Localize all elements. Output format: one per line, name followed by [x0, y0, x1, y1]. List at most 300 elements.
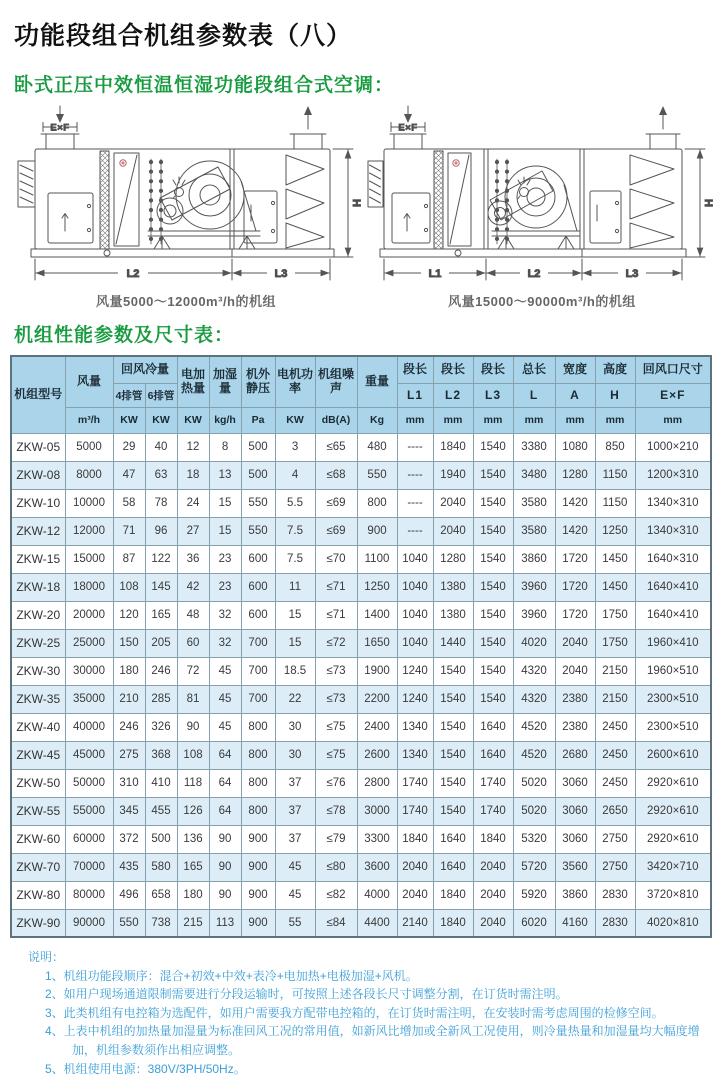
value-cell: 2040	[473, 909, 513, 937]
value-cell: 72	[177, 657, 209, 685]
col-seg-l2: 段长	[433, 356, 473, 383]
value-cell: 58	[113, 489, 145, 517]
value-cell: 4520	[513, 713, 555, 741]
value-cell: 700	[241, 657, 275, 685]
l1-label: L1	[428, 268, 442, 280]
value-cell: 81	[177, 685, 209, 713]
col-height: 高度	[595, 356, 635, 383]
value-cell: 1240	[397, 685, 433, 713]
value-cell: 600	[241, 573, 275, 601]
value-cell: ≤78	[315, 797, 357, 825]
value-cell: 1040	[397, 629, 433, 657]
value-cell: 1720	[555, 573, 595, 601]
value-cell: 1040	[397, 573, 433, 601]
value-cell: 90000	[65, 909, 113, 937]
value-cell: ≤75	[315, 741, 357, 769]
unit-cell: mm	[635, 407, 711, 433]
value-cell: 1640	[433, 825, 473, 853]
unit-cell: Pa	[241, 407, 275, 433]
value-cell: 1100	[357, 545, 397, 573]
medium-filter-icon	[114, 153, 139, 246]
col-return-opening: 回风口尺寸	[635, 356, 711, 383]
value-cell: 1640×410	[635, 573, 711, 601]
value-cell: 55	[275, 909, 315, 937]
value-cell: 2920×610	[635, 825, 711, 853]
value-cell: 27	[177, 517, 209, 545]
value-cell: 3420×710	[635, 853, 711, 881]
value-cell: 1840	[397, 825, 433, 853]
value-cell: 1040	[397, 545, 433, 573]
value-cell: 1250	[357, 573, 397, 601]
value-cell: ≤80	[315, 853, 357, 881]
value-cell: 368	[145, 741, 177, 769]
value-cell: 1540	[473, 433, 513, 461]
value-cell: 1720	[555, 545, 595, 573]
value-cell: 2920×610	[635, 769, 711, 797]
value-cell: 2300×510	[635, 685, 711, 713]
value-cell: 2680	[555, 741, 595, 769]
value-cell: 37	[275, 797, 315, 825]
value-cell: 1840	[433, 433, 473, 461]
notes-list	[28, 967, 710, 1079]
table-row	[11, 881, 711, 909]
value-cell: 700	[241, 629, 275, 657]
model-cell: ZKW-35	[11, 685, 65, 713]
col-noise: 机组噪声	[315, 356, 357, 407]
value-cell: 2650	[595, 797, 635, 825]
model-cell: ZKW-05	[11, 433, 65, 461]
sub-l: L	[513, 383, 555, 407]
value-cell: 145	[145, 573, 177, 601]
value-cell: 63	[145, 461, 177, 489]
value-cell: 658	[145, 881, 177, 909]
value-cell: 1040	[397, 601, 433, 629]
value-cell: 2830	[595, 909, 635, 937]
model-cell: ZKW-55	[11, 797, 65, 825]
value-cell: 455	[145, 797, 177, 825]
sub-a: A	[555, 383, 595, 407]
value-cell: 108	[113, 573, 145, 601]
col-humidify: 加湿量	[209, 356, 241, 407]
model-cell: ZKW-08	[11, 461, 65, 489]
value-cell: 550	[241, 489, 275, 517]
l3-label: L3	[274, 268, 288, 280]
col-width: 宽度	[555, 356, 595, 383]
h-label: H	[350, 199, 362, 207]
inlet-duct	[41, 134, 79, 149]
value-cell: 6020	[513, 909, 555, 937]
value-cell: 15000	[65, 545, 113, 573]
value-cell: 1540	[473, 573, 513, 601]
value-cell: 180	[177, 881, 209, 909]
value-cell: 275	[113, 741, 145, 769]
value-cell: 1540	[433, 741, 473, 769]
value-cell: 70000	[65, 853, 113, 881]
value-cell: 3960	[513, 573, 555, 601]
value-cell: 3	[275, 433, 315, 461]
value-cell: 246	[113, 713, 145, 741]
value-cell: 800	[241, 713, 275, 741]
value-cell: 1380	[433, 601, 473, 629]
value-cell: 1450	[595, 545, 635, 573]
value-cell: 2920×610	[635, 797, 711, 825]
value-cell: 1740	[397, 797, 433, 825]
value-cell: 246	[145, 657, 177, 685]
table-row	[11, 489, 711, 517]
model-cell: ZKW-15	[11, 545, 65, 573]
value-cell: 2040	[555, 629, 595, 657]
value-cell: 18000	[65, 573, 113, 601]
value-cell: ≤65	[315, 433, 357, 461]
value-cell: 1540	[433, 685, 473, 713]
value-cell: 700	[241, 685, 275, 713]
units-row	[11, 407, 711, 433]
value-cell: 326	[145, 713, 177, 741]
value-cell: 15	[275, 601, 315, 629]
value-cell: 122	[145, 545, 177, 573]
value-cell: 2040	[555, 657, 595, 685]
value-cell: 32	[209, 601, 241, 629]
unit-cell: mm	[473, 407, 513, 433]
value-cell: 165	[177, 853, 209, 881]
value-cell: 600	[241, 601, 275, 629]
value-cell: 118	[177, 769, 209, 797]
sub-l2: L2	[433, 383, 473, 407]
value-cell: 12	[177, 433, 209, 461]
value-cell: 11	[275, 573, 315, 601]
value-cell: 2040	[473, 853, 513, 881]
value-cell: 2450	[595, 769, 635, 797]
value-cell: 2800	[357, 769, 397, 797]
outlet-access-door	[590, 191, 621, 243]
value-cell: 30	[275, 741, 315, 769]
page-title: 功能段组合机组参数表（八）	[14, 22, 353, 50]
value-cell: ≤82	[315, 881, 357, 909]
value-cell: 205	[145, 629, 177, 657]
value-cell: ≤69	[315, 489, 357, 517]
value-cell: 24	[177, 489, 209, 517]
value-cell: 1940	[433, 461, 473, 489]
model-cell: ZKW-30	[11, 657, 65, 685]
value-cell: 580	[145, 853, 177, 881]
value-cell: 45	[275, 853, 315, 881]
value-cell: 1640×310	[635, 545, 711, 573]
value-cell: 1340×310	[635, 489, 711, 517]
value-cell: ----	[397, 517, 433, 545]
value-cell: 1840	[473, 825, 513, 853]
value-cell: 50000	[65, 769, 113, 797]
col-seg-l3: 段长	[473, 356, 513, 383]
unit-cell: KW	[275, 407, 315, 433]
sub-h: H	[595, 383, 635, 407]
value-cell: ≤73	[315, 685, 357, 713]
height-dimension	[685, 149, 714, 257]
value-cell: 800	[357, 489, 397, 517]
note-item: 1、机组功能段顺序：混合+初效+中效+表冷+电加热+电极加湿+风机。	[45, 968, 418, 983]
diagrams-row	[10, 103, 714, 310]
value-cell: 1150	[595, 461, 635, 489]
table-row	[11, 517, 711, 545]
model-cell: ZKW-40	[11, 713, 65, 741]
table-row	[11, 797, 711, 825]
outlet-duct	[646, 106, 680, 149]
base-frame	[380, 249, 686, 257]
value-cell: 90	[209, 881, 241, 909]
table-row	[11, 601, 711, 629]
value-cell: 2200	[357, 685, 397, 713]
value-cell: 1750	[595, 629, 635, 657]
value-cell: 1840	[433, 881, 473, 909]
value-cell: 500	[145, 825, 177, 853]
value-cell: 3480	[513, 461, 555, 489]
value-cell: 80000	[65, 881, 113, 909]
h-label: H	[702, 199, 714, 207]
value-cell: 78	[145, 489, 177, 517]
value-cell: 45000	[65, 741, 113, 769]
value-cell: 1280	[433, 545, 473, 573]
value-cell: ----	[397, 489, 433, 517]
value-cell: 64	[209, 797, 241, 825]
value-cell: ≤76	[315, 769, 357, 797]
value-cell: 1380	[433, 573, 473, 601]
value-cell: ≤84	[315, 909, 357, 937]
l2-label: L2	[126, 268, 140, 280]
value-cell: 4020×810	[635, 909, 711, 937]
filter-section-icon	[434, 151, 443, 249]
value-cell: 1420	[555, 489, 595, 517]
value-cell: 45	[275, 881, 315, 909]
diagram-caption-large: 风量15000～90000m³/h的机组	[448, 294, 636, 309]
table-row	[11, 853, 711, 881]
fan-icon	[148, 161, 260, 249]
note-item: 4、上表中机组的加热量加湿量为标准回风工况的常用值，如新风比增加或全新风工况使用，则冷量热量和加湿量均大幅度增加，机组参数须作出相应调整。	[45, 1024, 700, 1057]
table-row	[11, 769, 711, 797]
value-cell: 4400	[357, 909, 397, 937]
value-cell: 113	[209, 909, 241, 937]
value-cell: ≤69	[315, 517, 357, 545]
value-cell: 3720×810	[635, 881, 711, 909]
value-cell: 20000	[65, 601, 113, 629]
value-cell: 5000	[65, 433, 113, 461]
value-cell: 4000	[357, 881, 397, 909]
sub-4rows: 4排管	[113, 383, 145, 407]
value-cell: ≤71	[315, 573, 357, 601]
value-cell: 45	[209, 713, 241, 741]
value-cell: 45	[209, 657, 241, 685]
value-cell: 3060	[555, 797, 595, 825]
value-cell: 345	[113, 797, 145, 825]
inlet-airflow-arrow-icon	[56, 106, 64, 123]
value-cell: 4160	[555, 909, 595, 937]
value-cell: 40	[145, 433, 177, 461]
col-cooling: 回风冷量	[113, 356, 177, 383]
value-cell: 500	[241, 461, 275, 489]
value-cell: 850	[595, 433, 635, 461]
value-cell: 2040	[397, 853, 433, 881]
value-cell: 2600×610	[635, 741, 711, 769]
value-cell: 3000	[357, 797, 397, 825]
value-cell: 1540	[433, 797, 473, 825]
value-cell: 1640×410	[635, 601, 711, 629]
value-cell: 1200×310	[635, 461, 711, 489]
col-heating: 电加热量	[177, 356, 209, 407]
value-cell: 500	[241, 433, 275, 461]
value-cell: 215	[177, 909, 209, 937]
value-cell: 10000	[65, 489, 113, 517]
model-cell: ZKW-10	[11, 489, 65, 517]
value-cell: 36	[177, 545, 209, 573]
outlet-louver-icon	[630, 155, 674, 248]
note-item: 2、如用户现场通道限制需要进行分段运输时，可按照上述各段长尺寸调整分割，在订货时需注明。	[45, 987, 568, 1002]
value-cell: 550	[113, 909, 145, 937]
filter-section-icon	[100, 151, 109, 249]
fresh-air-louver-icon	[18, 161, 35, 207]
value-cell: ----	[397, 461, 433, 489]
unit-cell: kg/h	[209, 407, 241, 433]
section2-heading: 机组性能参数及尺寸表：	[14, 325, 235, 346]
value-cell: 1540	[473, 685, 513, 713]
value-cell: 29	[113, 433, 145, 461]
value-cell: 2380	[555, 713, 595, 741]
value-cell: 108	[177, 741, 209, 769]
cabinet-body	[384, 149, 682, 249]
value-cell: 1540	[433, 713, 473, 741]
unit-cell: mm	[595, 407, 635, 433]
table-row	[11, 909, 711, 937]
l2-label: L2	[527, 268, 541, 280]
value-cell: 2380	[555, 685, 595, 713]
unit-cell: KW	[177, 407, 209, 433]
value-cell: 22	[275, 685, 315, 713]
sub-6rows: 6排管	[145, 383, 177, 407]
table-row	[11, 629, 711, 657]
value-cell: 60000	[65, 825, 113, 853]
access-door	[392, 193, 430, 243]
inlet-airflow-arrow-icon	[404, 106, 412, 123]
value-cell: 12000	[65, 517, 113, 545]
value-cell: 5020	[513, 769, 555, 797]
value-cell: 3580	[513, 517, 555, 545]
value-cell: 3860	[513, 545, 555, 573]
value-cell: ≤70	[315, 545, 357, 573]
value-cell: 738	[145, 909, 177, 937]
access-door	[48, 193, 93, 243]
value-cell: 2040	[433, 517, 473, 545]
value-cell: 87	[113, 545, 145, 573]
value-cell: 8	[209, 433, 241, 461]
notes-section	[28, 948, 710, 1078]
outlet-access-door	[244, 191, 277, 243]
table-row	[11, 741, 711, 769]
value-cell: 3560	[555, 853, 595, 881]
fan-icon	[488, 166, 580, 249]
model-cell: ZKW-60	[11, 825, 65, 853]
value-cell: 1240	[397, 657, 433, 685]
value-cell: ≤75	[315, 713, 357, 741]
table-body	[11, 433, 711, 937]
value-cell: 2150	[595, 685, 635, 713]
value-cell: 1750	[595, 601, 635, 629]
value-cell: 64	[209, 741, 241, 769]
value-cell: ≤72	[315, 629, 357, 657]
sub-l3: L3	[473, 383, 513, 407]
value-cell: 120	[113, 601, 145, 629]
base-frame	[31, 249, 334, 257]
diagram-caption-small: 风量5000～12000m³/h的机组	[95, 294, 276, 309]
value-cell: 96	[145, 517, 177, 545]
model-cell: ZKW-25	[11, 629, 65, 657]
exf-label: E×F	[398, 122, 418, 134]
value-cell: 480	[357, 433, 397, 461]
diagram-large-unit	[366, 103, 718, 310]
value-cell: 2750	[595, 825, 635, 853]
value-cell: 71	[113, 517, 145, 545]
sub-l1: L1	[397, 383, 433, 407]
value-cell: 165	[145, 601, 177, 629]
unit-cell: m³/h	[65, 407, 113, 433]
value-cell: ≤79	[315, 825, 357, 853]
value-cell: 1720	[555, 601, 595, 629]
value-cell: 3380	[513, 433, 555, 461]
value-cell: 1740	[397, 769, 433, 797]
value-cell: 1540	[433, 657, 473, 685]
value-cell: 1540	[473, 517, 513, 545]
value-cell: 40000	[65, 713, 113, 741]
exf-dimension-label	[43, 123, 77, 134]
table-header	[11, 356, 711, 433]
value-cell: 3960	[513, 601, 555, 629]
value-cell: 3600	[357, 853, 397, 881]
length-dimensions	[35, 259, 330, 280]
value-cell: 410	[145, 769, 177, 797]
value-cell: 18	[177, 461, 209, 489]
fresh-air-louver-icon	[368, 161, 383, 207]
length-dimensions	[384, 259, 682, 280]
value-cell: 900	[241, 825, 275, 853]
value-cell: 2040	[433, 489, 473, 517]
value-cell: 1450	[595, 573, 635, 601]
value-cell: 47	[113, 461, 145, 489]
value-cell: 2600	[357, 741, 397, 769]
table-row	[11, 573, 711, 601]
value-cell: 2150	[595, 657, 635, 685]
value-cell: 1000×210	[635, 433, 711, 461]
value-cell: 1650	[357, 629, 397, 657]
model-cell: ZKW-90	[11, 909, 65, 937]
value-cell: 4020	[513, 629, 555, 657]
value-cell: 2040	[473, 881, 513, 909]
note-item: 3、此类机组有电控箱为选配件，如用户需要我方配带电控箱的，在订货时需注明，在安装时需考虑周围的检修空间。	[45, 1005, 664, 1020]
value-cell: 1280	[555, 461, 595, 489]
unit-diagram-large	[366, 103, 718, 287]
table-row	[11, 433, 711, 461]
value-cell: 37	[275, 769, 315, 797]
value-cell: 900	[241, 853, 275, 881]
value-cell: 150	[113, 629, 145, 657]
medium-filter-icon	[448, 153, 471, 246]
unit-cell: Kg	[357, 407, 397, 433]
col-weight: 重量	[357, 356, 397, 407]
value-cell: 37	[275, 825, 315, 853]
value-cell: 1840	[433, 909, 473, 937]
value-cell: 2830	[595, 881, 635, 909]
table-row	[11, 657, 711, 685]
value-cell: 1960×410	[635, 629, 711, 657]
value-cell: 1640	[473, 713, 513, 741]
section1-heading: 卧式正压中效恒温恒湿功能段组合式空调：	[14, 75, 395, 96]
unit-cell: dB(A)	[315, 407, 357, 433]
value-cell: 1640	[473, 741, 513, 769]
